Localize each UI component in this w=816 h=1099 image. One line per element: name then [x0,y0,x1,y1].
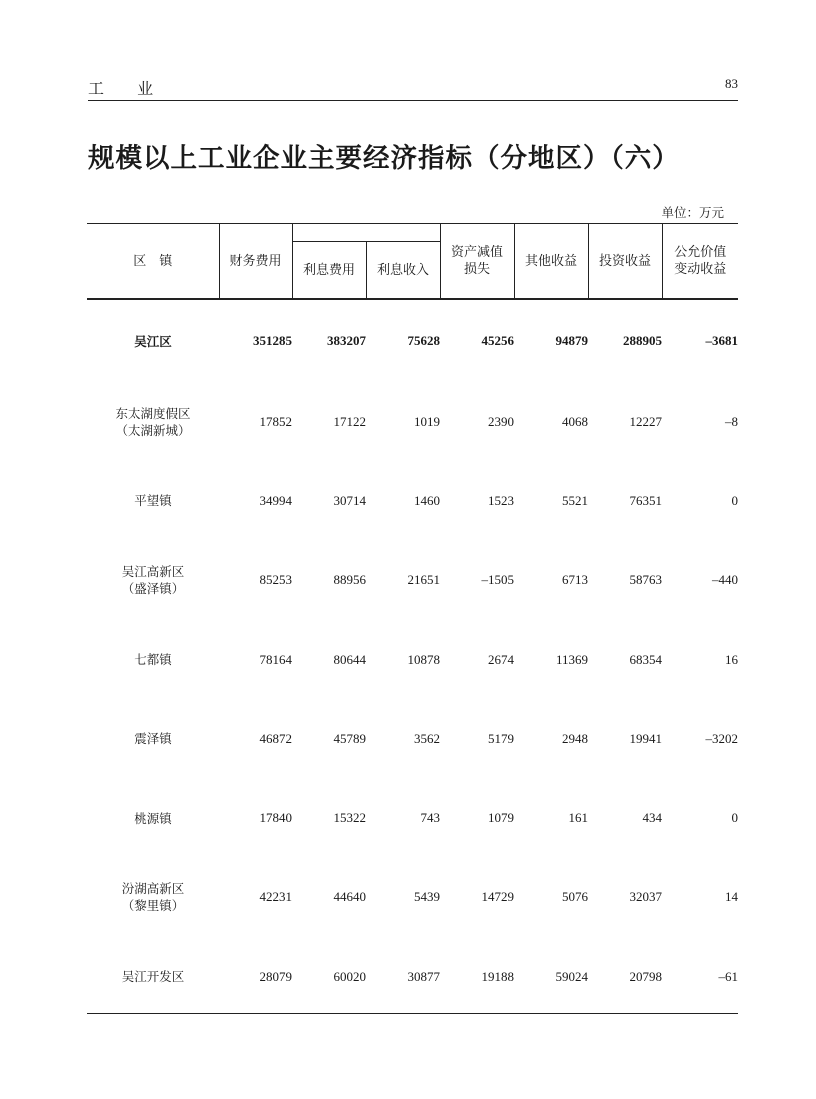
header-rule [88,100,738,101]
table-body [87,299,738,1016]
value-cell: 34994 [259,492,292,508]
header-finance-cost: 财务费用 [219,224,292,299]
value-cell: 14729 [481,889,514,905]
value-cell: 80644 [333,651,366,667]
value-cell: 434 [642,810,662,826]
region-name [87,382,219,461]
table-row [87,541,738,620]
header-fair-value-line1: 公允价值 [674,245,727,260]
header-asset-impairment [440,224,514,299]
value-cell: –8 [725,413,738,429]
region-name [87,937,219,1016]
value-cell: 5521 [562,492,588,508]
value-cell: 6713 [562,572,588,588]
value-cell: 28079 [259,968,292,984]
region-name-line: 七都镇 [134,652,172,668]
value-cell: 1019 [414,413,440,429]
unit-label: 单位：万元 [661,205,724,220]
region-name [87,778,219,857]
value-cell: 0 [731,492,738,508]
value-cell: 19188 [481,968,514,984]
value-cell: 32037 [629,889,662,905]
value-cell: 1079 [488,810,514,826]
value-cell: 76351 [629,492,662,508]
value-cell: 19941 [629,730,662,746]
page-title: 规模以上工业企业主要经济指标（分地区）（六） [88,143,680,174]
region-name [87,858,219,937]
header-interest-cost: 利息费用 [292,242,366,300]
header-fair-value-change [662,224,738,299]
value-cell: 30714 [333,492,366,508]
value-cell: 2948 [562,730,588,746]
region-name-line: 平望镇 [134,493,172,509]
region-name-line: （黎里镇） [121,898,185,914]
region-name-line: （太湖新城） [115,422,191,438]
table-row [87,620,738,699]
value-cell: 5439 [414,889,440,905]
region-name-line: 东太湖度假区 [115,405,191,421]
value-cell: 1523 [488,492,514,508]
region-name-line: 震泽镇 [134,731,172,747]
value-cell: 21651 [407,572,440,588]
value-cell: 68354 [629,651,662,667]
value-cell: 161 [568,810,588,826]
value-cell: 288905 [623,333,662,348]
running-head [88,76,738,100]
table-row [87,858,738,937]
table-row [87,299,738,382]
table-bottom-rule [87,1013,738,1014]
value-cell: 46872 [259,730,292,746]
value-cell: 45789 [333,730,366,746]
region-name-line: （盛泽镇） [121,581,185,597]
value-cell: 58763 [629,572,662,588]
region-name-line: 吴江区 [134,333,172,349]
value-cell: 85253 [259,572,292,588]
value-cell: 1460 [414,492,440,508]
region-name-line: 吴江高新区 [121,564,185,580]
value-cell: 59024 [555,968,588,984]
value-cell: 20798 [629,968,662,984]
value-cell: 12227 [629,413,662,429]
table-row [87,778,738,857]
value-cell: 351285 [253,333,292,348]
value-cell: 3562 [414,730,440,746]
value-cell: –3202 [705,730,738,746]
header-group-spacer [292,224,440,242]
region-name [87,699,219,778]
value-cell: 2674 [488,651,514,667]
value-cell: –61 [718,968,738,984]
region-name [87,541,219,620]
value-cell: 14 [725,889,738,905]
value-cell: 60020 [333,968,366,984]
value-cell: 10878 [407,651,440,667]
header-investment-income: 投资收益 [588,224,662,299]
value-cell: 0 [731,810,738,826]
value-cell: –440 [712,572,738,588]
header-other-income: 其他收益 [514,224,588,299]
header-region: 区 镇 [87,224,219,299]
value-cell: 17122 [333,413,366,429]
page-number: 83 [725,76,738,91]
header-interest-income: 利息收入 [366,242,440,300]
value-cell: 15322 [333,810,366,826]
value-cell: 5076 [562,889,588,905]
value-cell: 17852 [259,413,292,429]
value-cell: 2390 [488,413,514,429]
value-cell: 383207 [327,333,366,348]
value-cell: 78164 [259,651,292,667]
region-name [87,299,219,382]
value-cell: 4068 [562,413,588,429]
table-row [87,382,738,461]
region-name-line: 桃源镇 [134,810,172,826]
value-cell: –3681 [705,333,738,348]
region-name [87,620,219,699]
table-row [87,461,738,540]
value-cell: –1505 [481,572,514,588]
value-cell: 75628 [407,333,440,348]
value-cell: 44640 [333,889,366,905]
value-cell: 743 [420,810,440,826]
value-cell: 94879 [555,333,588,348]
table-row [87,699,738,778]
header-fair-value-line2: 变动收益 [674,262,727,277]
header-asset-impairment-line1: 资产减值 [450,245,503,260]
value-cell: 17840 [259,810,292,826]
value-cell: 45256 [481,333,514,348]
table-row [87,937,738,1016]
region-name-line: 汾湖高新区 [121,881,185,897]
value-cell: 11369 [555,651,588,667]
region-name-line: 吴江开发区 [121,969,185,985]
value-cell: 42231 [259,889,292,905]
value-cell: 30877 [407,968,440,984]
value-cell: 16 [725,651,738,667]
indicator-table [87,224,738,1016]
section-name: 工 业 [88,79,168,98]
region-name [87,461,219,540]
value-cell: 5179 [488,730,514,746]
header-asset-impairment-line2: 损失 [463,262,490,277]
value-cell: 88956 [333,572,366,588]
